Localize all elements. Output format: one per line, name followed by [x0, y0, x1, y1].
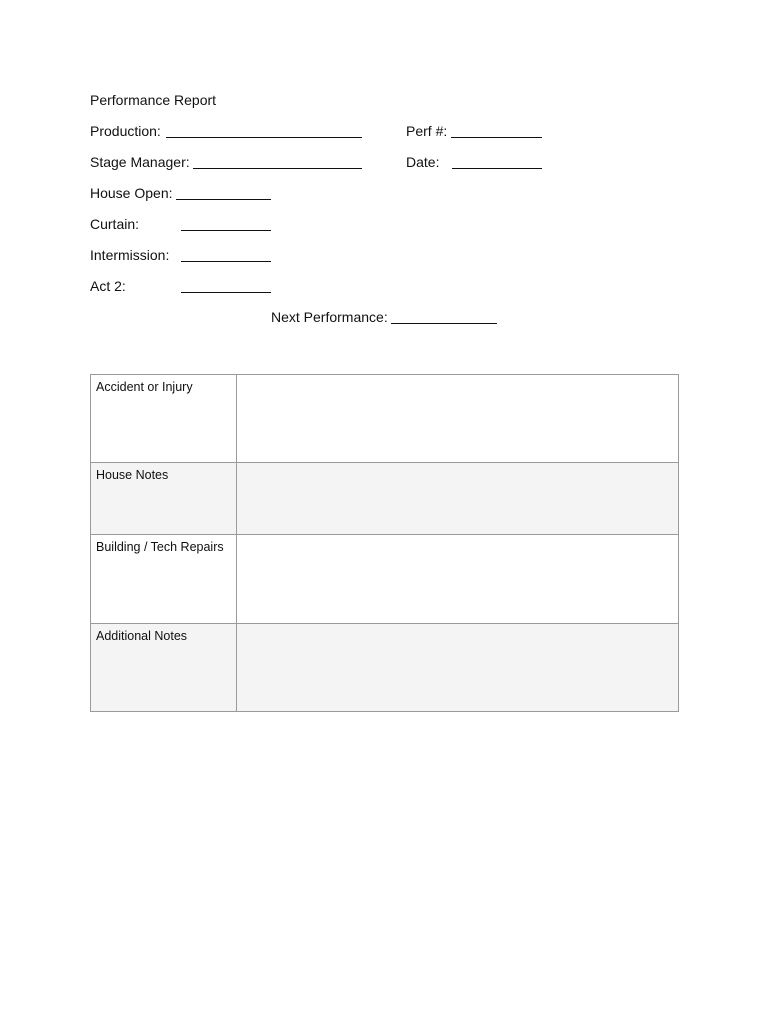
- next-performance-label: Next Performance:: [271, 309, 388, 325]
- building-tech-repairs-notes[interactable]: [237, 535, 679, 624]
- house-notes-notes[interactable]: [237, 463, 679, 535]
- act2-label: Act 2:: [90, 278, 126, 294]
- curtain-label: Curtain:: [90, 216, 140, 232]
- perf-number-label: Perf #:: [406, 123, 448, 139]
- table-row: [91, 624, 679, 712]
- next-performance-blank[interactable]: [391, 323, 497, 324]
- additional-notes-label: Additional Notes: [91, 624, 237, 712]
- table-row: [91, 535, 679, 624]
- document-title: Performance Report: [90, 92, 217, 108]
- intermission-label: Intermission:: [90, 247, 170, 263]
- stage-manager-blank[interactable]: [193, 168, 362, 169]
- production-blank[interactable]: [166, 137, 362, 138]
- stage-manager-label: Stage Manager:: [90, 154, 190, 170]
- production-label: Production:: [90, 123, 161, 139]
- accident-injury-notes[interactable]: [237, 375, 679, 463]
- notes-table: [90, 374, 679, 712]
- additional-notes-notes[interactable]: [237, 624, 679, 712]
- act2-blank[interactable]: [181, 292, 271, 293]
- house-open-label: House Open:: [90, 185, 173, 201]
- date-label: Date:: [406, 154, 440, 170]
- date-blank[interactable]: [452, 168, 542, 169]
- curtain-blank[interactable]: [181, 230, 271, 231]
- table-row: [91, 375, 679, 463]
- house-open-blank[interactable]: [176, 199, 271, 200]
- house-notes-label: House Notes: [91, 463, 237, 535]
- accident-injury-label: Accident or Injury: [91, 375, 237, 463]
- intermission-blank[interactable]: [181, 261, 271, 262]
- perf-number-blank[interactable]: [451, 137, 542, 138]
- building-tech-repairs-label: Building / Tech Repairs: [91, 535, 237, 624]
- table-row: [91, 463, 679, 535]
